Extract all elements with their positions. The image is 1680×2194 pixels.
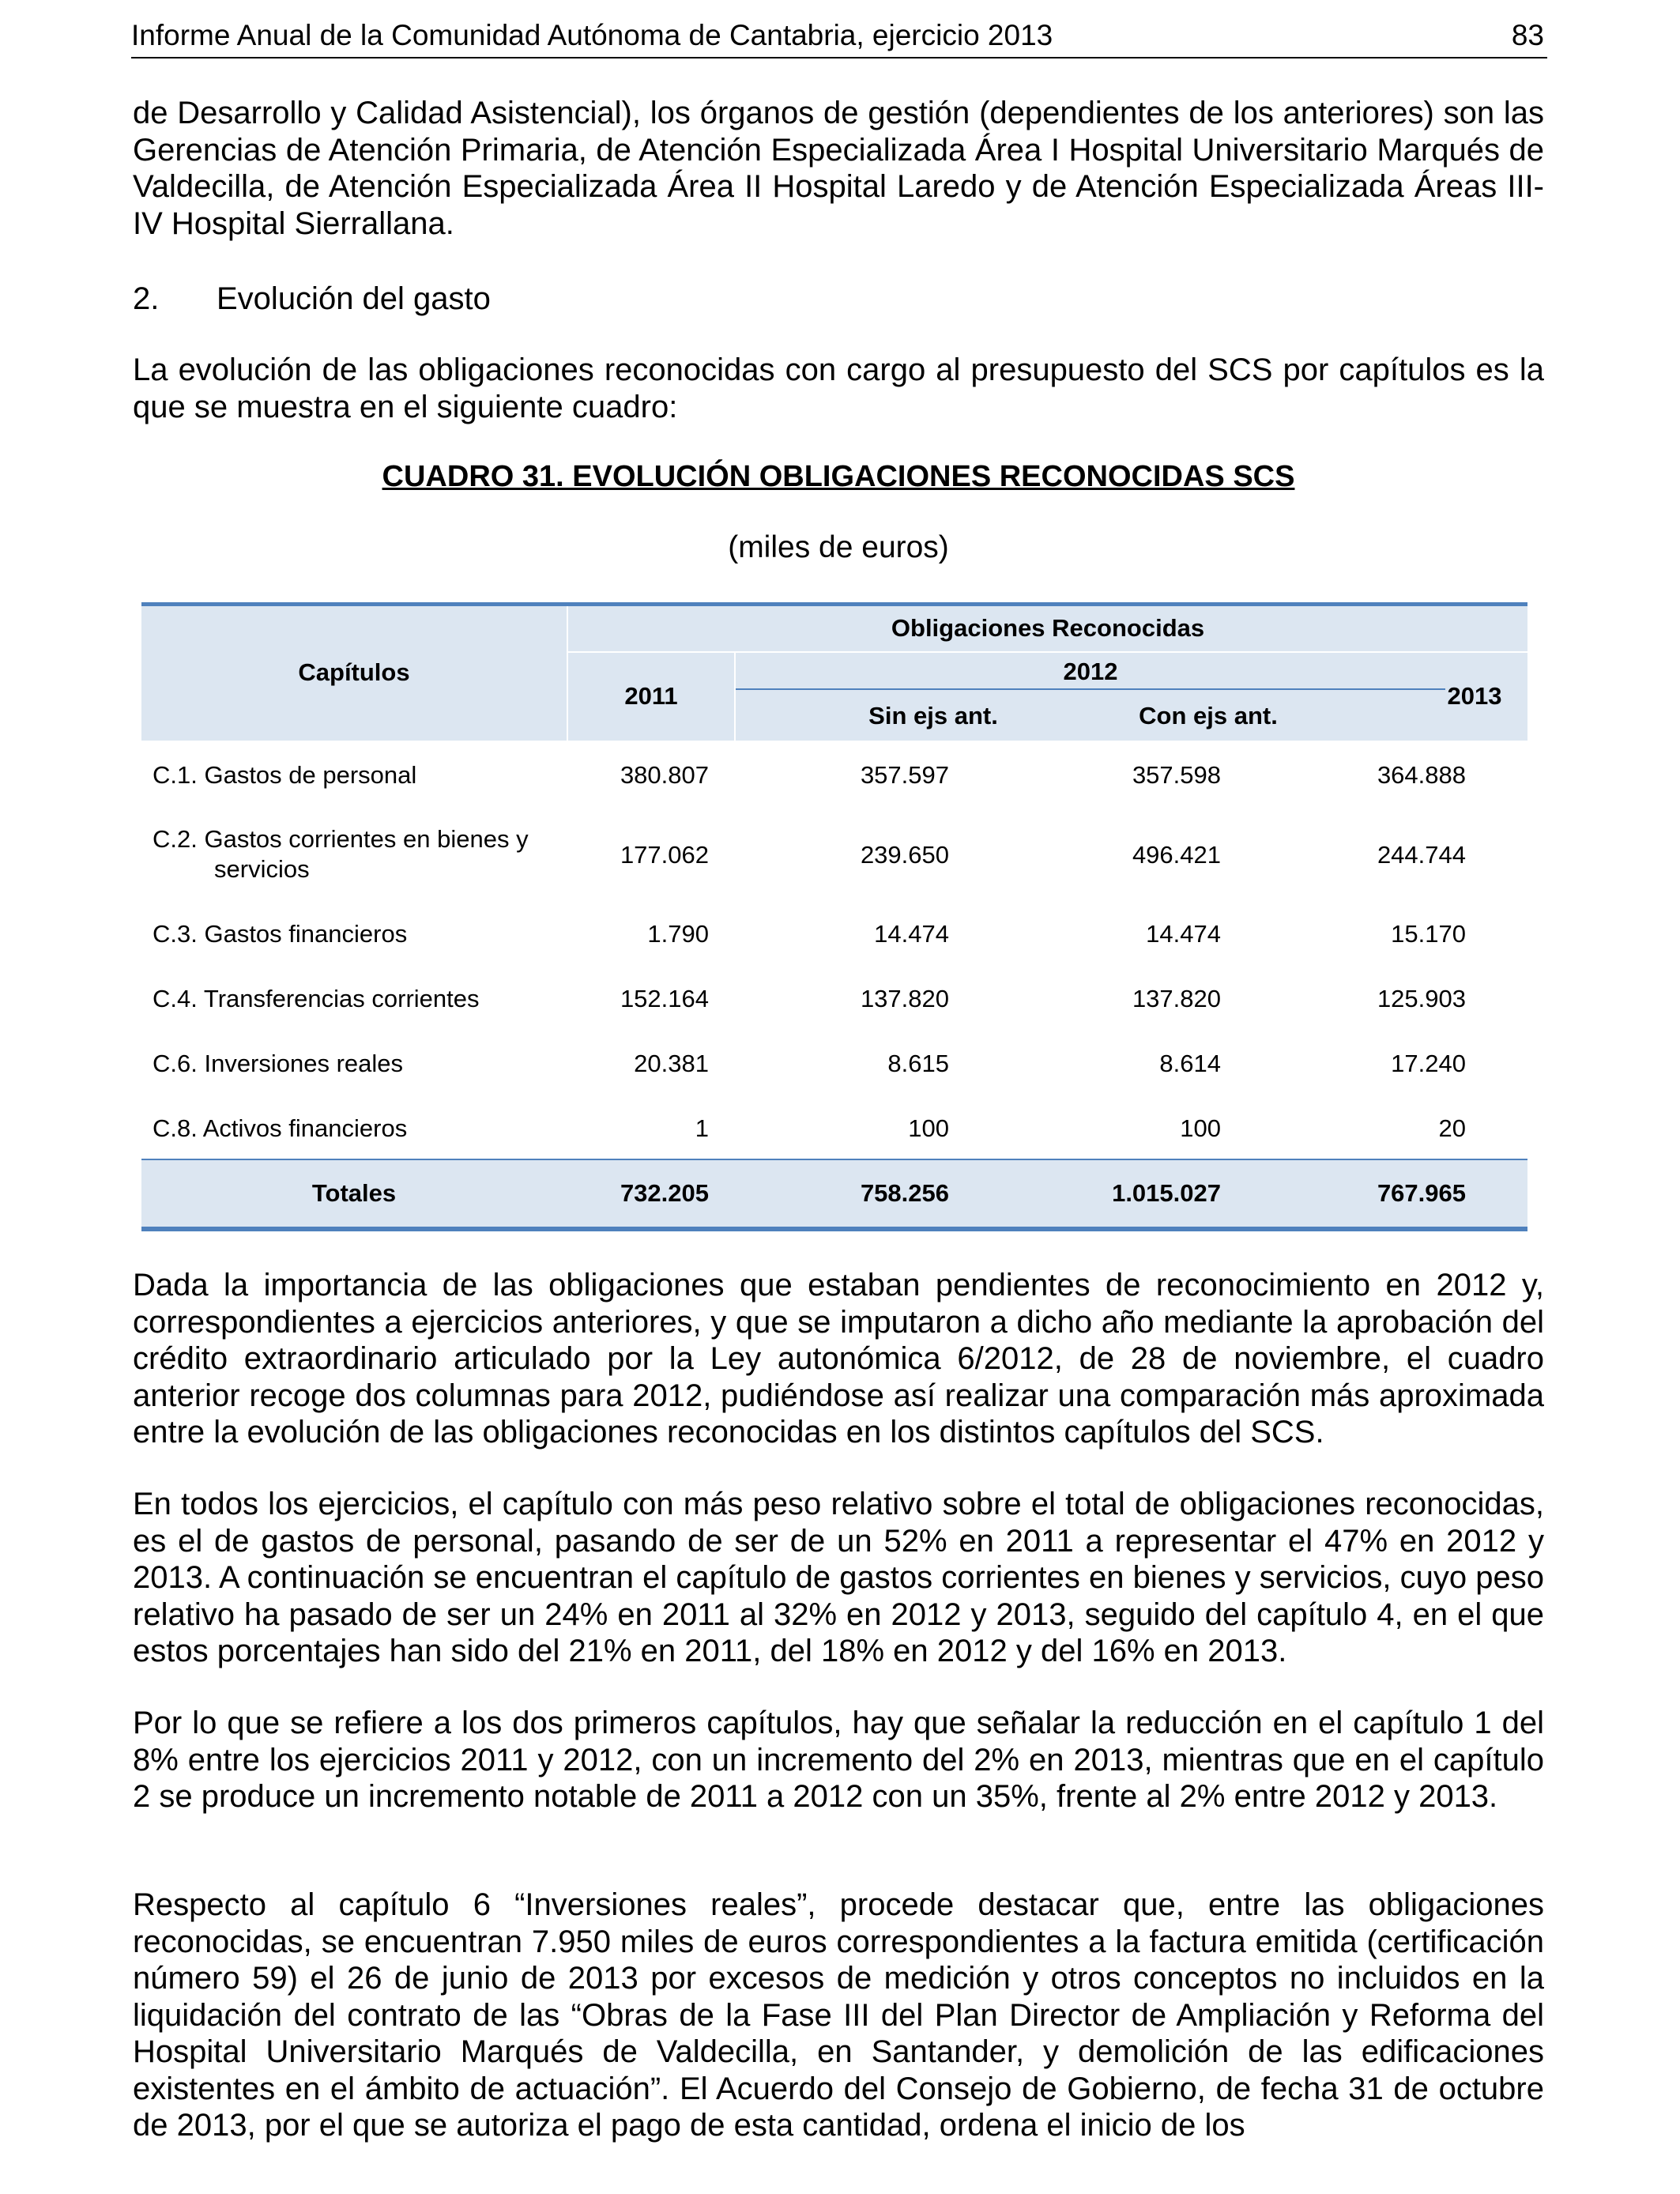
value-2012-sin: 100 xyxy=(908,1114,949,1142)
row-label-continuation: servicios xyxy=(214,855,310,883)
value-2011: 20.381 xyxy=(634,1050,709,1077)
value-2012-sin: 8.615 xyxy=(887,1050,949,1077)
total-2011: 732.205 xyxy=(620,1179,709,1207)
value-2012-sin: 239.650 xyxy=(860,841,949,869)
value-2012-con: 14.474 xyxy=(1146,920,1221,948)
page-number: 83 xyxy=(1511,19,1544,51)
header-sin-ejs: Sin ejs ant. xyxy=(868,702,998,729)
body-paragraph: Respecto al capítulo 6 “Inversiones reales”, procede destacar que, entre las obligaciones reconocidas, se encuentran 7.950 miles de euros correspondientes a la factura emitida (certificación número 59) el 26 de junio de 2013 por excesos de medición y otros conceptos no incluidos en la liquidación del contrato de las “Obras de la Fase III del Plan Director de Ampliación y Reforma del Hospital Universitario Marqués de Valdecilla, en Santander, y demolición de las edificaciones existentes en el ámbito de actuación”. El Acuerdo del Consejo de Gobierno, de fecha 31 de octubre de 2013, por el que se autoriza el pago de esta cantidad, ordena el inicio de los xyxy=(133,1887,1544,2143)
header-2013: 2013 xyxy=(1447,682,1502,710)
header-con-ejs: Con ejs ant. xyxy=(1139,702,1278,729)
header-title: Informe Anual de la Comunidad Autónoma de Cantabria, ejercicio 2013 xyxy=(131,19,1053,51)
value-2012-sin: 137.820 xyxy=(860,985,949,1012)
value-2012-con: 100 xyxy=(1180,1114,1221,1142)
value-2013: 125.903 xyxy=(1377,985,1466,1012)
intro-paragraph: de Desarrollo y Calidad Asistencial), los órganos de gestión (dependientes de los anteriores) son las Gerencias de Atención Primaria, de Atención Especializada Área I Hospital Universitario Marqués de Valdecilla, de Atención Especializada Área II Hospital Laredo y de Atención Especializada Áreas III-IV Hospital Sierrallana. xyxy=(133,96,1544,241)
row-label: C.3. Gastos financieros xyxy=(153,920,408,948)
header-2011: 2011 xyxy=(624,682,678,710)
page-header xyxy=(131,11,1547,58)
value-2012-sin: 14.474 xyxy=(874,920,949,948)
totals-label: Totales xyxy=(311,1179,397,1207)
value-2011: 177.062 xyxy=(620,841,709,869)
value-2012-con: 357.598 xyxy=(1132,761,1221,789)
value-2013: 17.240 xyxy=(1391,1050,1466,1077)
table-title: CUADRO 31. EVOLUCIÓN OBLIGACIONES RECONOCIDAS SCS xyxy=(382,460,1295,493)
value-2012-con: 137.820 xyxy=(1132,985,1221,1012)
body-paragraph: Dada la importancia de las obligaciones que estaban pendientes de reconocimiento en 2012 y, correspondientes a ejercicios anteriores, y que se imputaron a dicho año mediante la aprobación del crédito extraordinario articulado por la Ley autonómica 6/2012, de 28 de noviembre, el cuadro anterior recoge dos columnas para 2012, pudiéndose así realizar una comparación más aproximada entre la evolución de las obligaciones reconocidas en los distintos capítulos del SCS. xyxy=(133,1268,1544,1449)
table-subtitle: (miles de euros) xyxy=(728,530,949,564)
value-2013: 364.888 xyxy=(1377,761,1466,789)
value-2011: 1 xyxy=(695,1114,709,1142)
lead-paragraph: La evolución de las obligaciones reconocidas con cargo al presupuesto del SCS por capítulos es la que se muestra en el siguiente cuadro: xyxy=(133,352,1544,424)
value-2013: 244.744 xyxy=(1377,841,1466,869)
section-number: 2. xyxy=(133,281,160,316)
row-label: C.1. Gastos de personal xyxy=(153,761,417,789)
data-table xyxy=(141,602,1527,1231)
header-divider xyxy=(736,688,1445,690)
value-2012-con: 8.614 xyxy=(1159,1050,1221,1077)
total-2012-con: 1.015.027 xyxy=(1112,1179,1221,1207)
value-2013: 20 xyxy=(1438,1114,1466,1142)
value-2012-sin: 357.597 xyxy=(860,761,949,789)
total-2013: 767.965 xyxy=(1377,1179,1466,1207)
section-title: Evolución del gasto xyxy=(217,281,491,316)
row-label: C.2. Gastos corrientes en bienes y xyxy=(153,825,529,853)
header-group: Obligaciones Reconocidas xyxy=(891,614,1205,642)
value-2011: 380.807 xyxy=(620,761,709,789)
header-2012: 2012 xyxy=(1063,658,1118,685)
row-label: C.6. Inversiones reales xyxy=(153,1050,404,1077)
section-heading xyxy=(133,281,491,317)
row-label: C.8. Activos financieros xyxy=(153,1114,408,1142)
total-2012-sin: 758.256 xyxy=(860,1179,949,1207)
header-divider xyxy=(568,651,1527,653)
value-2013: 15.170 xyxy=(1391,920,1466,948)
body-paragraph: En todos los ejercicios, el capítulo con más peso relativo sobre el total de obligaciones reconocidas, es el de gastos de personal, pasando de ser de un 52% en 2011 a representar el 47% en 2012 y 2013. A continuación se encuentran el capítulo de gastos corrientes en bienes y servicios, cuyo peso relativo ha pasado de ser un 24% en 2011 al 32% en 2012 y 2013, seguido del capítulo 4, en el que estos porcentajes han sido del 21% en 2011, del 18% en 2012 y del 16% en 2013. xyxy=(133,1487,1544,1668)
row-label: C.4. Transferencias corrientes xyxy=(153,985,480,1012)
value-2011: 152.164 xyxy=(620,985,709,1012)
body-paragraph: Por lo que se refiere a los dos primeros capítulos, hay que señalar la reducción en el capítulo 1 del 8% entre los ejercicios 2011 y 2012, con un incremento del 2% en 2013, mientras que en el capítulo 2 se produce un incremento notable de 2011 a 2012 con un 35%, frente al 2% entre 2012 y 2013. xyxy=(133,1706,1544,1814)
value-2012-con: 496.421 xyxy=(1132,841,1221,869)
value-2011: 1.790 xyxy=(647,920,709,948)
header-capitulos: Capítulos xyxy=(298,658,410,686)
